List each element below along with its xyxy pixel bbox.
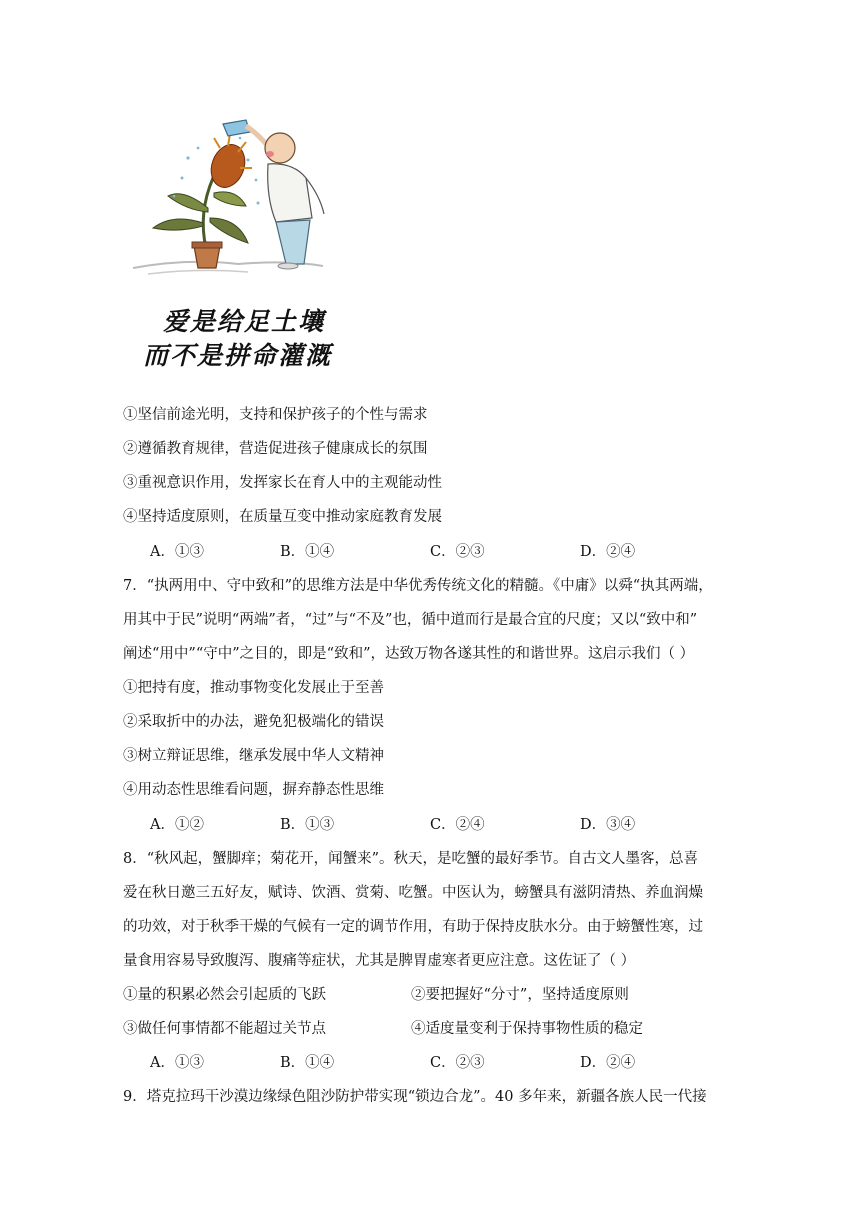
- q8-option-d[interactable]: D．②④: [580, 1055, 636, 1071]
- q7-option-a[interactable]: A．①②: [150, 817, 204, 833]
- q6-option-c[interactable]: C．②③: [430, 544, 485, 560]
- q6-statement-1: ①坚信前途光明，支持和保护孩子的个性与需求: [123, 407, 428, 423]
- q8-statement-1: ①量的积累必然会引起质的飞跃: [123, 987, 326, 1003]
- q7-statement-2: ②采取折中的办法，避免犯极端化的错误: [123, 714, 384, 730]
- q7-option-b[interactable]: B．①③: [280, 817, 335, 833]
- q8-stem-line-2: 爱在秋日邀三五好友，赋诗、饮酒、赏菊、吃蟹。中医认为，螃蟹具有滋阴清热、养血润燥: [123, 885, 703, 901]
- q8-option-a[interactable]: A．①③: [150, 1055, 204, 1071]
- gardener-figure: [223, 120, 324, 269]
- q7-stem-line-3: 阐述“用中”“守中”之目的，即是“致和”，达致万物各遂其性的和谐世界。这启示我们（ ）: [123, 646, 695, 662]
- q8-statement-4: ④适度量变利于保持事物性质的稳定: [411, 1021, 643, 1037]
- q6-option-d[interactable]: D．②④: [580, 544, 636, 560]
- q8-option-c[interactable]: C．②③: [430, 1055, 485, 1071]
- q6-statement-3: ③重视意识作用，发挥家长在育人中的主观能动性: [123, 475, 442, 491]
- q6-statement-4: ④坚持适度原则，在质量互变中推动家庭教育发展: [123, 509, 442, 525]
- q7-option-c[interactable]: C．②④: [430, 817, 485, 833]
- q7-statement-1: ①把持有度，推动事物变化发展止于至善: [123, 680, 384, 696]
- slogan-line-2: 而不是拼命灌溉: [143, 341, 333, 370]
- q8-stem-line-4: 量食用容易导致腹泻、腹痛等症状，尤其是脾胃虚寒者更应注意。这佐证了（ ）: [123, 953, 636, 969]
- q7-stem-line-2: 用其中于民”说明“两端”者，“过”与“不及”也，循中道而行是最合宜的尺度；又以“致中和”: [123, 612, 698, 628]
- q6-option-a[interactable]: A．①③: [150, 544, 204, 560]
- q6-statement-2: ②遵循教育规律，营造促进孩子健康成长的氛围: [123, 441, 428, 457]
- q7-statement-4: ④用动态性思维看问题，摒弃静态性思维: [123, 782, 384, 798]
- q9-stem-line-1: 9．塔克拉玛干沙漠边缘绿色阻沙防护带实现“锁边合龙”。40 多年来，新疆各族人民一代接: [123, 1089, 707, 1105]
- q8-stem-line-3: 的功效，对于秋季干燥的气候有一定的调节作用，有助于保持皮肤水分。由于螃蟹性寒，过: [123, 919, 703, 935]
- cartoon-illustration: [128, 118, 338, 278]
- q8-statement-3: ③做任何事情都不能超过关节点: [123, 1021, 326, 1037]
- q7-option-d[interactable]: D．③④: [580, 817, 636, 833]
- illustration-slogan: [143, 305, 333, 373]
- q8-option-b[interactable]: B．①④: [280, 1055, 335, 1071]
- wilting-sunflower: [153, 134, 252, 268]
- q6-option-b[interactable]: B．①④: [280, 544, 335, 560]
- q8-statement-2: ②要把握好“分寸”，坚持适度原则: [411, 987, 629, 1003]
- q7-stem-line-1: 7．“执两用中、守中致和”的思维方法是中华优秀传统文化的精髓。《中庸》以舜“执其两端，: [123, 578, 713, 594]
- q8-stem-line-1: 8．“秋风起，蟹脚痒；菊花开，闻蟹来”。秋天，是吃蟹的最好季节。自古文人墨客，总喜: [123, 851, 699, 867]
- slogan-line-1: 爱是给足土壤: [163, 307, 326, 336]
- q7-statement-3: ③树立辩证思维，继承发展中华人文精神: [123, 748, 384, 764]
